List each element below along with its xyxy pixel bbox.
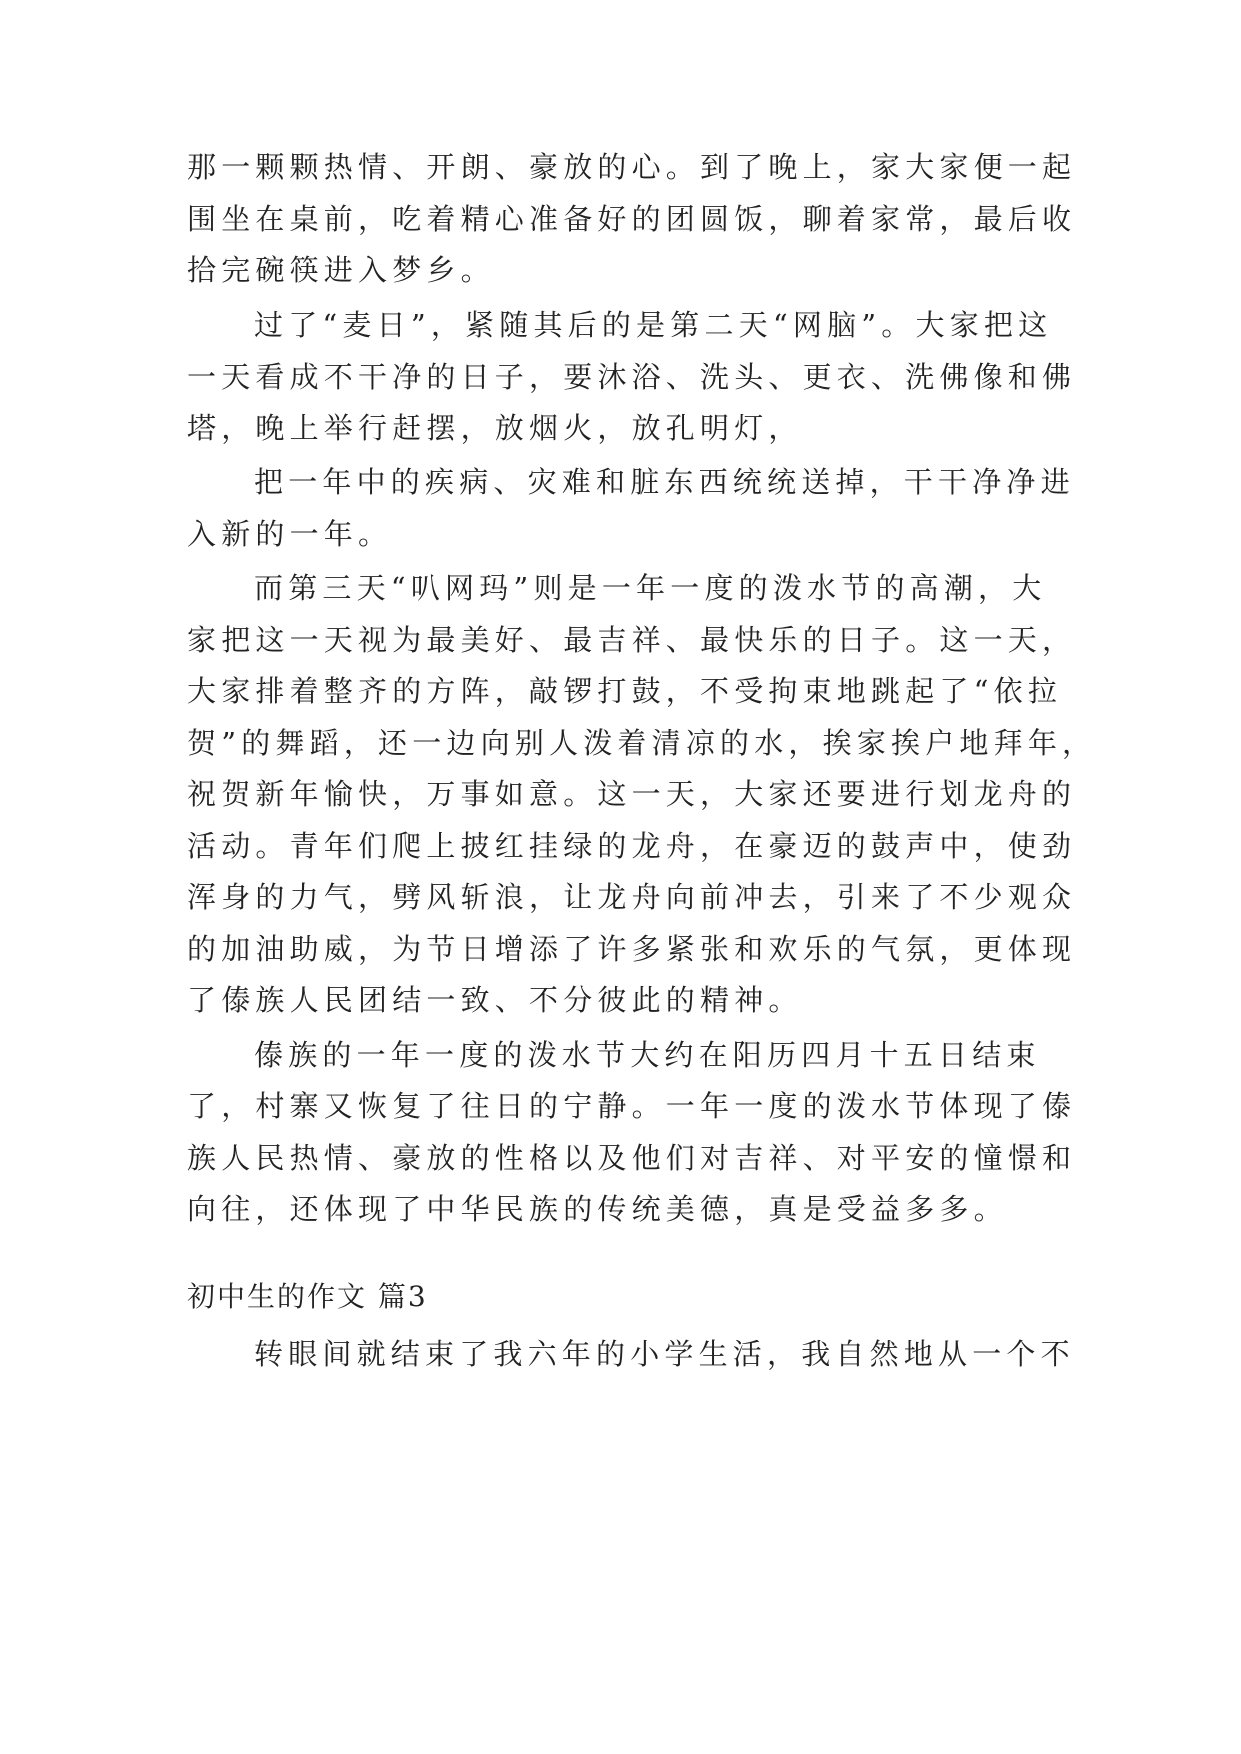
text-line: 了傣族人民团结一致、不分彼此的精神。 [187,983,803,1017]
paragraph-first-line: 过了“麦日”，紧随其后的是第二天“网脑”。大家把这 [254,308,1053,342]
section-heading: 初中生的作文 篇3 [187,1280,428,1313]
text-line: 的加油助威，为节日增添了许多紧张和欢乐的气氛，更体现 [187,932,1077,966]
paragraph-first-line: 傣族的一年一度的泼水节大约在阳历四月十五日结束 [254,1038,1041,1072]
text-line: 入新的一年。 [187,517,393,551]
text-line: 拾完碗筷进入梦乡。 [187,253,495,287]
paragraph-first-line: 把一年中的疾病、灾难和脏东西统统送掉，干干净净进 [254,465,1075,499]
text-line: 祝贺新年愉快，万事如意。这一天，大家还要进行划龙舟的 [187,777,1077,811]
text-line: 活动。青年们爬上披红挂绿的龙舟，在豪迈的鼓声中，使劲 [187,829,1077,863]
text-line: 大家排着整齐的方阵，敲锣打鼓，不受拘束地跳起了“依拉 [187,674,1063,708]
text-line: 塔，晚上举行赶摆，放烟火，放孔明灯， [187,411,803,445]
text-line: 贺”的舞蹈，还一边向别人泼着清凉的水，挨家挨户地拜年， [187,726,1097,760]
text-line: 那一颗颗热情、开朗、豪放的心。到了晚上，家大家便一起 [187,150,1077,184]
text-line: 浑身的力气，劈风斩浪，让龙舟向前冲去，引来了不少观众 [187,880,1077,914]
text-line: 围坐在桌前，吃着精心准备好的团圆饭，聊着家常，最后收 [187,202,1077,236]
text-line: 族人民热情、豪放的性格以及他们对吉祥、对平安的憧憬和 [187,1141,1077,1175]
text-line: 家把这一天视为最美好、最吉祥、最快乐的日子。这一天， [187,623,1077,657]
paragraph-first-line: 转眼间就结束了我六年的小学生活，我自然地从一个不 [254,1337,1075,1371]
paragraph-first-line: 而第三天“叭网玛”则是一年一度的泼水节的高潮，大 [254,571,1047,605]
text-line: 向往，还体现了中华民族的传统美德，真是受益多多。 [187,1192,1008,1226]
text-line: 一天看成不干净的日子，要沐浴、洗头、更衣、洗佛像和佛 [187,360,1077,394]
text-line: 了，村寨又恢复了往日的宁静。一年一度的泼水节体现了傣 [187,1089,1077,1123]
